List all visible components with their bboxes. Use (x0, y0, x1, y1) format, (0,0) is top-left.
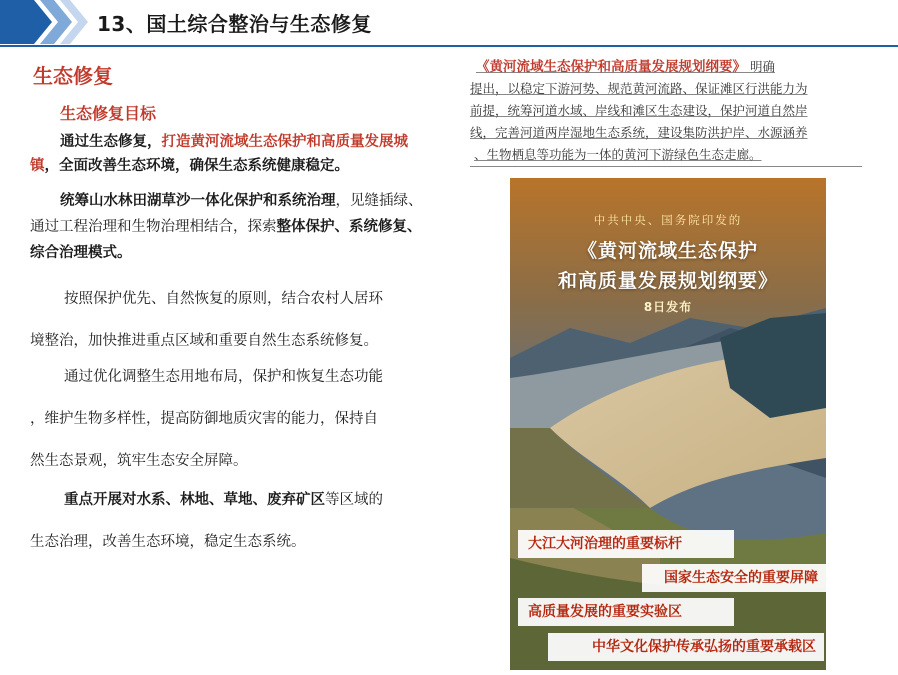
goal-bold-a: 通过生态修复， (60, 134, 162, 150)
poster-banner: 高质量发展的重要实验区 (518, 598, 734, 626)
paragraph-goal (30, 130, 432, 178)
goal-highlight: 打造黄河流域生态保护和高质量发展城镇 (30, 134, 408, 174)
focus-bold: 重点开展对水系、林地、草地、废弃矿区 (64, 492, 325, 508)
integration-text: ，见缝插绿、通过工程治理和生物治理相结合，探索 (30, 193, 423, 235)
focus-text: 等区域的 (325, 492, 383, 508)
poster-banner: 中华文化保护传承弘扬的重要承载区 (548, 633, 824, 661)
principle-line-1: 按照保护优先、自然恢复的原则，结合农村人居环 (64, 291, 383, 307)
plan-description (470, 56, 862, 167)
plan-line-1: 提出，以稳定下游河势、规范黄河流路、保证滩区行洪能力为 (470, 81, 808, 96)
integration-bold-a: 统筹山水林田湖草沙一体化保护和系统治理 (60, 193, 336, 209)
page-title: 13、国土综合整治与生态修复 (97, 12, 372, 36)
plan-title: 《黄河流域生态保护和高质量发展规划纲要》 (476, 59, 746, 75)
chevron-decoration-icon (0, 0, 92, 46)
poster-date: 8日发布 (643, 300, 693, 314)
principle-line-2: 境整治，加快推进重点区域和重要自然生态系统修复。 (30, 333, 378, 349)
section-heading: 生态修复 (33, 64, 113, 88)
layout-line-2: ，维护生物多样性，提高防御地质灾害的能力，保持自 (30, 411, 378, 427)
paragraph-layout (30, 356, 432, 482)
poster-banner: 国家生态安全的重要屏障 (642, 564, 826, 592)
layout-line-1: 通过优化调整生态用地布局，保护和恢复生态功能 (64, 369, 383, 385)
header-rule (0, 45, 898, 47)
paragraph-integration (30, 188, 432, 266)
plan-line-0: 明确 (749, 59, 775, 74)
layout-line-3: 然生态景观，筑牢生态安全屏障。 (30, 453, 248, 469)
poster-issuer: 中共中央、国务院印发的 (593, 213, 743, 227)
integration-bold-b: 整体保护、系统修复、综合治理模式。 (30, 219, 422, 261)
plan-line-3: 线，完善河道两岸湿地生态系统，建设集防洪护岸、水源涵养 (470, 125, 808, 140)
poster-title-line-1: 《黄河流域生态保护 (577, 240, 758, 262)
plan-line-4: 、生物栖息等功能为一体的黄河下游绿色生态走廊。 (474, 147, 762, 162)
goal-bold-b: ，全面改善生态环境，确保生态系统健康稳定。 (44, 158, 349, 174)
paragraph-principle (30, 278, 432, 362)
plan-line-2: 前提，统筹河道水域、岸线和滩区生态建设，保护河道自然岸 (470, 103, 808, 118)
poster-image (510, 178, 826, 670)
section-subheading: 生态修复目标 (60, 104, 157, 123)
paragraph-focus (30, 479, 432, 563)
poster-banner: 大江大河治理的重要标杆 (518, 530, 734, 558)
poster-title-line-2: 和高质量发展规划纲要》 (557, 270, 778, 292)
focus-line-2: 生态治理，改善生态环境，稳定生态系统。 (30, 534, 306, 550)
slide-header (0, 0, 898, 46)
